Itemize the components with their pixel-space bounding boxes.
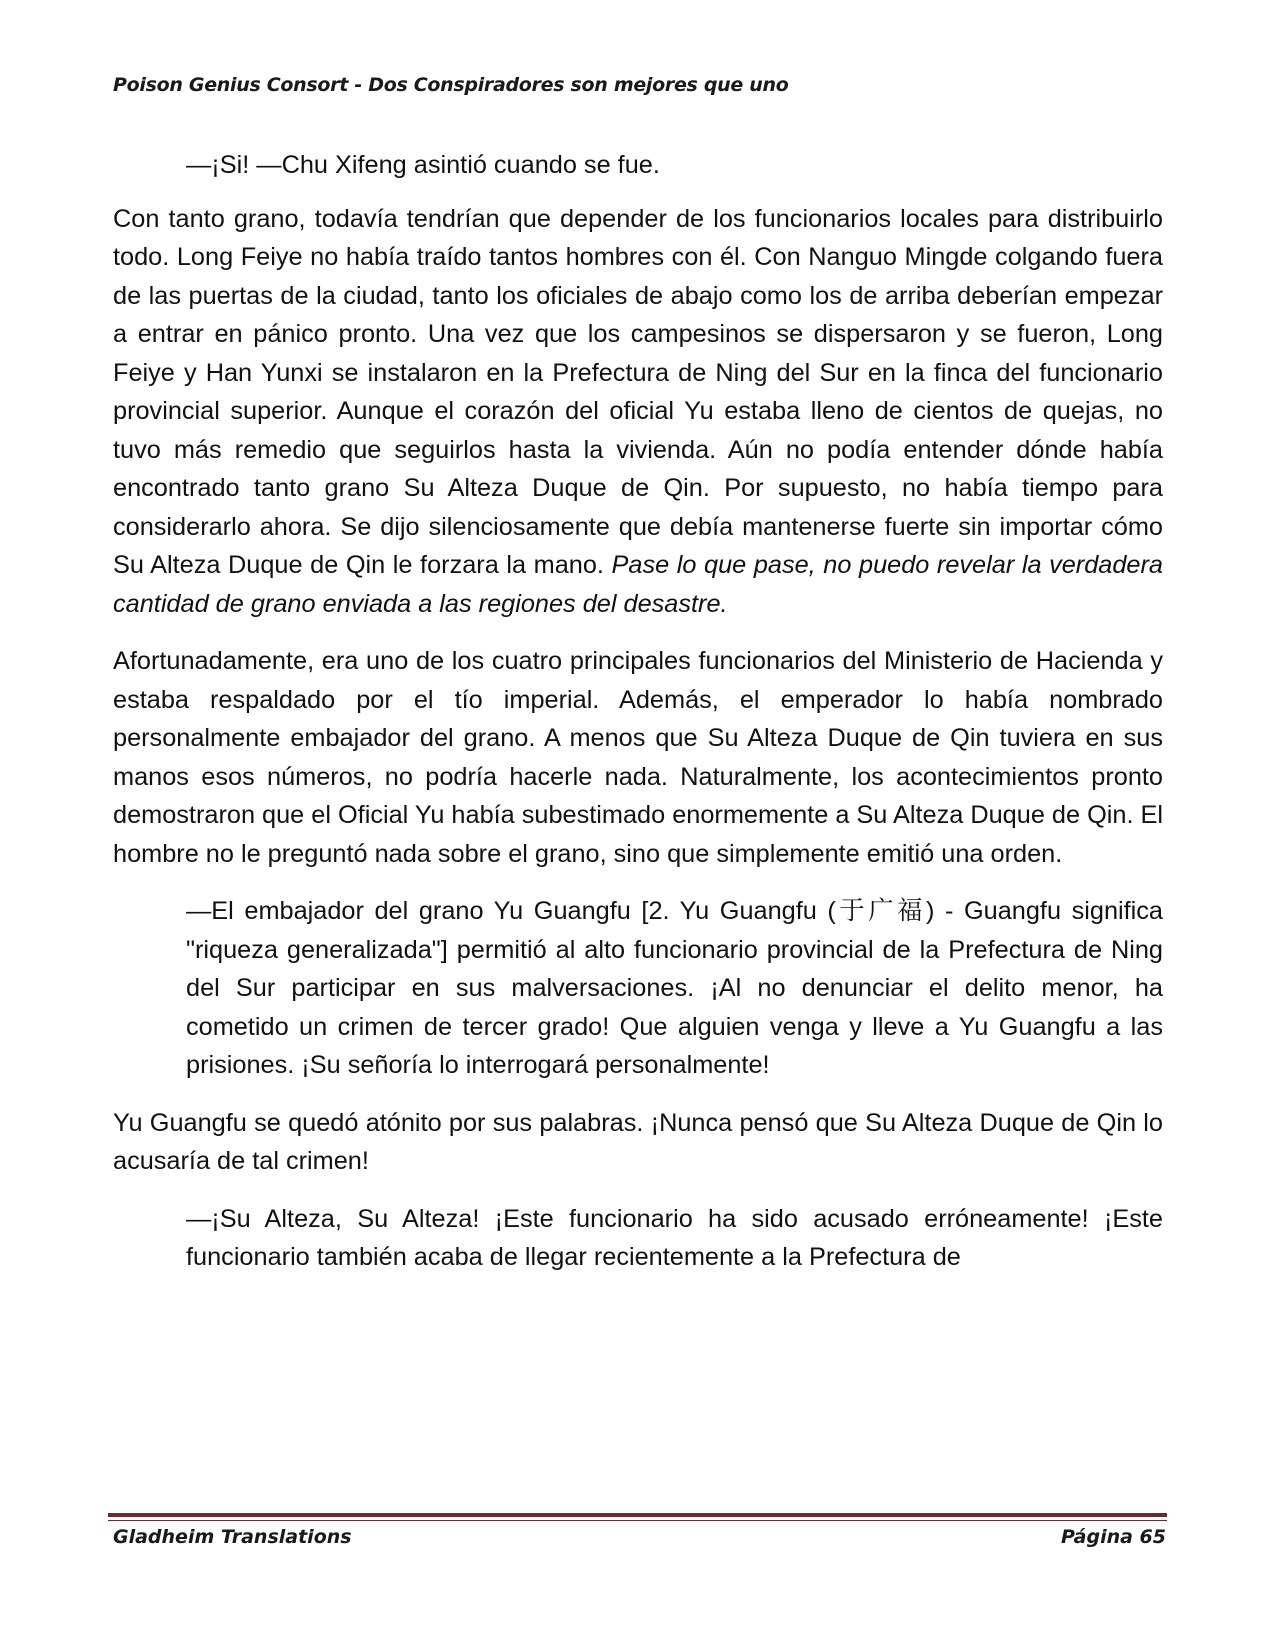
footer-divider-thin [108,1520,1167,1521]
paragraph-1: —¡Si! —Chu Xifeng asintió cuando se fue. [186,151,660,179]
paragraph-4: —El embajador del grano Yu Guangfu [2. Yu Guangfu (于广福) - Guangfu significa "riqueza generalizada"] permitió al alto funcionario provincial de la Prefectura de Ning del Sur participar en sus malversaciones. ¡Al no denunciar el delito menor, ha cometido un crimen de tercer grado! Que alguien venga y lleve a Yu Guangfu a las prisiones. ¡Su señoría lo interrogará personalmente! [186,897,1163,1079]
paragraph-2-italic-thought: Pase lo que pase, no puedo revelar la verdadera cantidad de grano enviada a las regiones del desastre. [113,551,1163,618]
page-header-title: Poison Genius Consort - Dos Conspiradores son mejores que uno [113,74,789,96]
paragraph-2 [113,200,1163,624]
page-body [113,146,1163,1296]
footer-divider-thick [108,1513,1167,1517]
paragraph-6: —¡Su Alteza, Su Alteza! ¡Este funcionario ha sido acusado erróneamente! ¡Este funcionario también acaba de llegar recientemente a la Prefectura de [186,1204,1163,1271]
footer-translator-name: Gladheim Translations [113,1526,352,1548]
paragraph-2-text: Con tanto grano, todavía tendrían que depender de los funcionarios locales para distribuirlo todo. Long Feiye no había traído tantos hombres con él. Con Nanguo Mingde colgando fuera de las puertas de la ciudad, tanto los oficiales de abajo como los de arriba deberían empezar a entrar en pánico pronto. Una vez que los campesinos se dispersaron y se fueron, Long Feiye y Han Yunxi se instalaron en la Prefectura de Ning del Sur en la finca del funcionario provincial superior. Aunque el corazón del oficial Yu estaba lleno de cientos de quejas, no tuvo más remedio que seguirlos hasta la vivienda. Aún no podía entender dónde había encontrado tanto grano Su Alteza Duque de Qin. Por supuesto, no había tiempo para considerarlo ahora. Se dijo silenciosamente que debía mantenerse fuerte sin importar cómo Su Alteza Duque de Qin le forzara la mano. [113,204,1163,579]
paragraph-3: Afortunadamente, era uno de los cuatro principales funcionarios del Ministerio de Hacienda y estaba respaldado por el tío imperial. Además, el emperador lo había nombrado personalmente embajador del grano. A menos que Su Alteza Duque de Qin tuviera en sus manos esos números, no podría hacerle nada. Naturalmente, los acontecimientos pronto demostraron que el Oficial Yu había subestimado enormemente a Su Alteza Duque de Qin. El hombre no le preguntó nada sobre el grano, sino que simplemente emitió una orden. [113,647,1163,868]
paragraph-5: Yu Guangfu se quedó atónito por sus palabras. ¡Nunca pensó que Su Alteza Duque de Qin lo acusaría de tal crimen! [113,1108,1163,1175]
footer-page-number: Página 65 [1060,1526,1166,1548]
